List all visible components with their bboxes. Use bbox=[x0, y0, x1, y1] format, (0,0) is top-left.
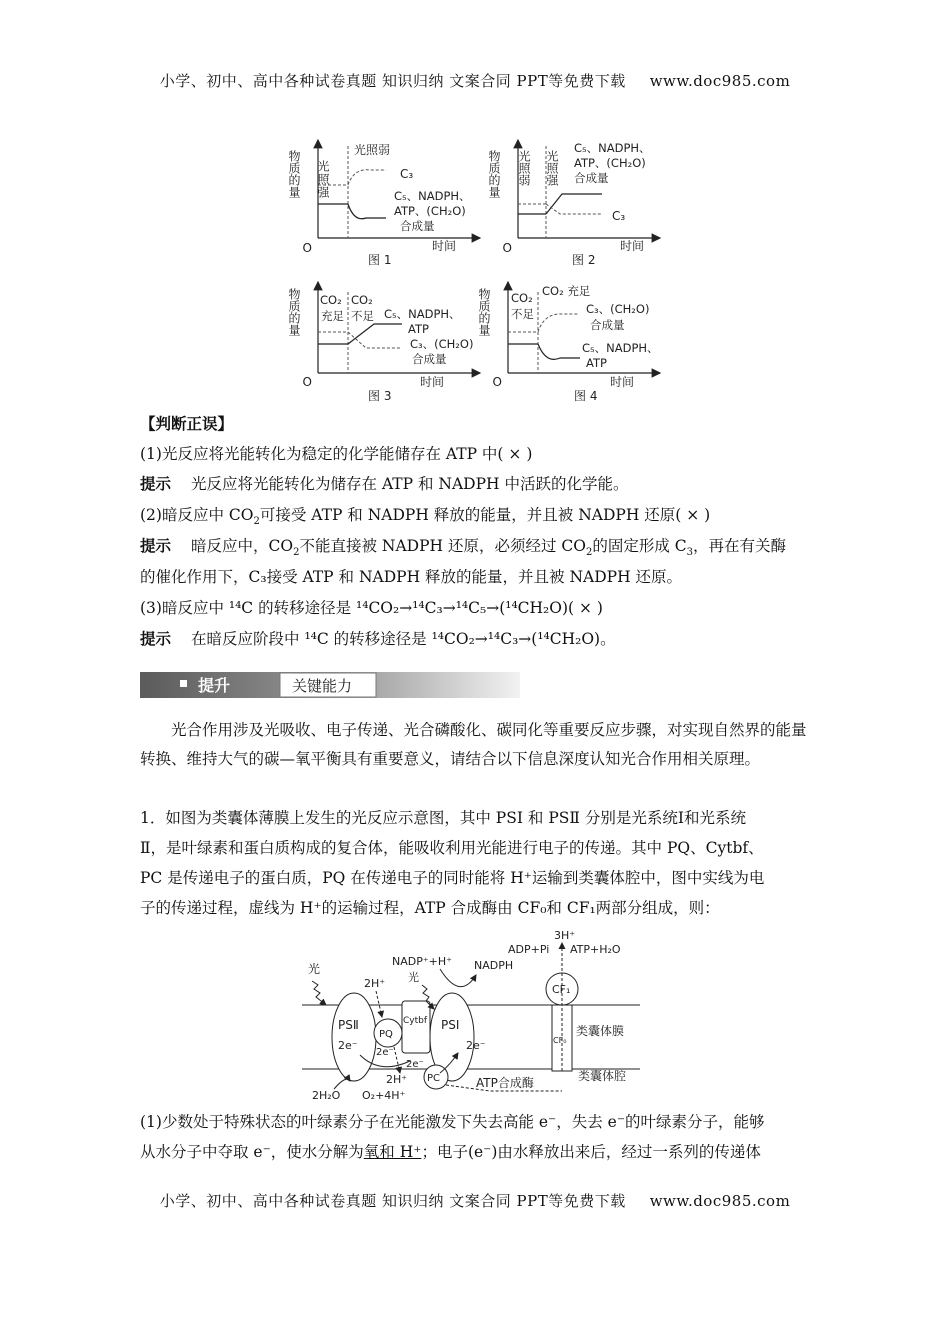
fig2-stage2: 光照强 bbox=[545, 150, 559, 186]
judge-q1: (1)光反应将光能转化为稳定的化学能储存在 ATP 中( × ) bbox=[140, 445, 533, 463]
judge-a1 bbox=[140, 470, 812, 499]
fig2-caption: 图 2 bbox=[572, 253, 596, 267]
q1-line4: 子的传递过程，虚线为 H⁺的运输过程，ATP 合成酶由 CF₀和 CF₁两部分组成，则： bbox=[140, 899, 720, 917]
fig4-up2: 合成量 bbox=[590, 318, 625, 332]
nadph-label: NADPH bbox=[474, 959, 514, 972]
lumen-label: 类囊体腔 bbox=[578, 1069, 627, 1083]
judge-title bbox=[140, 410, 812, 439]
header-text: 小学、初中、高中各种试卷真题 知识归纳 文案合同 PPT等免费下载 bbox=[159, 72, 626, 90]
cytbf-label: Cytbf bbox=[403, 1016, 428, 1026]
fig3-up1: C₅、NADPH、 bbox=[384, 307, 461, 321]
fig2-origin: O bbox=[502, 241, 512, 255]
figure-2 bbox=[487, 140, 660, 267]
judge-a1-text: 光反应将光能转化为储存在 ATP 和 NADPH 中活跃的化学能。 bbox=[191, 475, 629, 493]
judge-title-text: 【判断正误】 bbox=[140, 415, 234, 433]
pc-label: PC bbox=[427, 1073, 441, 1084]
fig4-up1: C₃、(CH₂O) bbox=[586, 302, 650, 316]
cf0-label: CF₀ bbox=[553, 1036, 567, 1045]
figure-4 bbox=[477, 282, 660, 403]
footer-text: 小学、初中、高中各种试卷真题 知识归纳 文案合同 PPT等免费下载 bbox=[159, 1192, 626, 1210]
synthase-label: ATP合成酶 bbox=[476, 1076, 534, 1090]
h-bottom: 2H⁺ bbox=[386, 1073, 408, 1086]
footer-site: www.doc985.com bbox=[649, 1192, 791, 1210]
judge-a2-2: 不能直接被 NADPH 还原，必须经过 CO bbox=[299, 537, 586, 555]
fig2-up3: 合成量 bbox=[574, 171, 609, 185]
thylakoid-diagram bbox=[290, 925, 670, 1105]
intro-paragraph: 光合作用涉及光吸收、电子传递、光合磷酸化、碳同化等重要反应步骤，对实现自然界的能量转换、维持大气的碳—氧平衡具有重要意义，请结合以下信息深度认知光合作用相关原理。 bbox=[140, 721, 807, 768]
psii-e: 2e⁻ bbox=[338, 1039, 358, 1052]
fig3-down1: C₃、(CH₂O) bbox=[410, 337, 474, 351]
nadp-label: NADP⁺+H⁺ bbox=[392, 955, 452, 968]
fig4-x-label: 时间 bbox=[610, 375, 635, 389]
fig1-down1: C₅、NADPH、 bbox=[394, 189, 471, 203]
atp-label: ATP+H₂O bbox=[570, 943, 621, 956]
judge-a2: 提示 暗反应中，$CO_2$不能直接被 NADPH 还原，必须经过 $CO_2$的固定形成 $C_3$，再在有关酶 bbox=[140, 537, 787, 559]
page-footer bbox=[0, 1190, 950, 1211]
adp-label: ADP+Pi bbox=[508, 943, 550, 956]
psi-label: PSⅠ bbox=[441, 1018, 460, 1032]
psii-label: PSⅡ bbox=[338, 1018, 359, 1032]
fig3-caption: 图 3 bbox=[368, 389, 392, 403]
fig1-x-label: 时间 bbox=[432, 239, 457, 253]
q1-line2: Ⅱ，是叶绿素和蛋白质构成的复合体，能吸收利用光能进行电子的传递。其中 PQ、Cytbf、 bbox=[140, 839, 764, 857]
sub1-answer: 氧和 H⁺ bbox=[363, 1143, 422, 1161]
fig4-y-label: 物质的量 bbox=[477, 288, 491, 336]
cytbf-e: 2e⁻ bbox=[406, 1059, 424, 1070]
banner-left: 提升 bbox=[198, 676, 231, 695]
psi-e: 2e⁻ bbox=[466, 1039, 486, 1052]
tip-label: 提示 bbox=[140, 537, 172, 555]
pq-e: 2e⁻ bbox=[376, 1047, 394, 1058]
judge-q2: (2)暗反应中 $CO_2$可接受 ATP 和 NADPH 释放的能量，并且被 NADPH 还原( × ) bbox=[140, 506, 711, 528]
pq-label: PQ bbox=[379, 1029, 393, 1040]
fig4-stage2: CO₂ 充足 bbox=[542, 284, 591, 298]
judge-a2-3: 的固定形成 C bbox=[592, 537, 687, 555]
fig3-down2: 合成量 bbox=[412, 352, 447, 366]
sub1-line2 bbox=[140, 1138, 812, 1167]
fig2-c3: C₃ bbox=[612, 209, 626, 223]
q1-line1: 1．如图为类囊体薄膜上发生的光反应示意图，其中 PSⅠ 和 PSⅡ 分别是光系统Ⅰ和光系统 bbox=[140, 809, 746, 827]
judge-q2-post: 可接受 ATP 和 NADPH 释放的能量，并且被 NADPH 还原( × ) bbox=[259, 506, 711, 524]
judge-q2-pre: (2)暗反应中 CO bbox=[140, 506, 254, 524]
fig4-caption: 图 4 bbox=[574, 389, 598, 403]
fig4-down1: C₅、NADPH、 bbox=[582, 341, 659, 355]
sub1-post: ；电子(e⁻)由水释放出来后，经过一系列的传递体 bbox=[421, 1143, 761, 1161]
judge-a2-line2: 的催化作用下，C₃接受 ATP 和 NADPH 释放的能量，并且被 NADPH 还原。 bbox=[140, 568, 683, 586]
q1-line3: PC 是传递电子的蛋白质，PQ 在传递电子的同时能将 H⁺运输到类囊体腔中，图中实线为电 bbox=[140, 869, 765, 887]
judge-q3: (3)暗反应中 ¹⁴C 的转移途径是 ¹⁴CO₂→¹⁴C₃→¹⁴C₅→(¹⁴CH₂O)( × ) bbox=[140, 599, 603, 617]
fig2-up2: ATP、(CH₂O) bbox=[574, 156, 646, 170]
light-co2-figures bbox=[287, 130, 670, 410]
section-banner bbox=[140, 670, 520, 700]
membrane-label: 类囊体膜 bbox=[576, 1024, 625, 1038]
fig1-stage2: 光照弱 bbox=[354, 143, 391, 157]
header-site: www.doc985.com bbox=[649, 72, 791, 90]
figure-3 bbox=[287, 282, 480, 403]
figure-1 bbox=[287, 140, 480, 267]
h-top: 2H⁺ bbox=[364, 977, 386, 990]
banner-right: 关键能力 bbox=[292, 677, 353, 695]
fig3-stage2a: CO₂ bbox=[351, 293, 373, 307]
judge-a3 bbox=[140, 625, 812, 654]
fig1-origin: O bbox=[302, 241, 312, 255]
fig2-y-label: 物质的量 bbox=[487, 150, 501, 198]
fig1-down2: ATP、(CH₂O) bbox=[394, 204, 466, 218]
page-header bbox=[0, 70, 950, 91]
sub1-pre: 从水分子中夺取 e⁻，使水分解为 bbox=[140, 1143, 364, 1161]
h3-label: 3H⁺ bbox=[554, 929, 576, 942]
water-label: 2H₂O bbox=[312, 1089, 341, 1102]
o2-label: O₂+4H⁺ bbox=[362, 1089, 406, 1102]
fig4-stage1b: 不足 bbox=[511, 307, 534, 321]
fig1-y-label: 物质的量 bbox=[287, 150, 301, 198]
fig1-c3: C₃ bbox=[400, 167, 414, 181]
cf1-label: CF₁ bbox=[552, 983, 571, 996]
judge-a2-1: 暗反应中，CO bbox=[191, 537, 294, 555]
fig3-y-label: 物质的量 bbox=[287, 288, 301, 336]
fig3-stage1b: 充足 bbox=[321, 309, 344, 323]
light-right: 光 bbox=[408, 971, 419, 984]
sub1-line1: (1)少数处于特殊状态的叶绿素分子在光能激发下失去高能 e⁻，失去 e⁻的叶绿素分子，能够 bbox=[140, 1113, 765, 1131]
judge-a2-4: ，再在有关酶 bbox=[693, 537, 787, 555]
fig3-stage2b: 不足 bbox=[351, 309, 374, 323]
judge-a3-text: 在暗反应阶段中 ¹⁴C 的转移途径是 ¹⁴CO₂→¹⁴C₃→(¹⁴CH₂O)。 bbox=[191, 630, 616, 648]
tip-label: 提示 bbox=[140, 475, 172, 493]
fig2-up1: C₅、NADPH、 bbox=[574, 141, 651, 155]
fig3-stage1a: CO₂ bbox=[320, 293, 342, 307]
fig3-x-label: 时间 bbox=[420, 375, 445, 389]
fig3-up2: ATP bbox=[408, 322, 429, 336]
fig1-caption: 图 1 bbox=[368, 253, 392, 267]
fig1-stage1: 光照强 bbox=[316, 160, 330, 199]
tip-label: 提示 bbox=[140, 630, 172, 648]
fig2-stage1: 光照弱 bbox=[517, 150, 531, 186]
fig4-origin: O bbox=[492, 375, 502, 389]
fig1-down3: 合成量 bbox=[400, 219, 435, 233]
fig2-x-label: 时间 bbox=[620, 239, 645, 253]
light-left: 光 bbox=[308, 962, 321, 976]
fig3-origin: O bbox=[302, 375, 312, 389]
fig4-stage1a: CO₂ bbox=[511, 291, 533, 305]
fig4-down2: ATP bbox=[586, 356, 607, 370]
